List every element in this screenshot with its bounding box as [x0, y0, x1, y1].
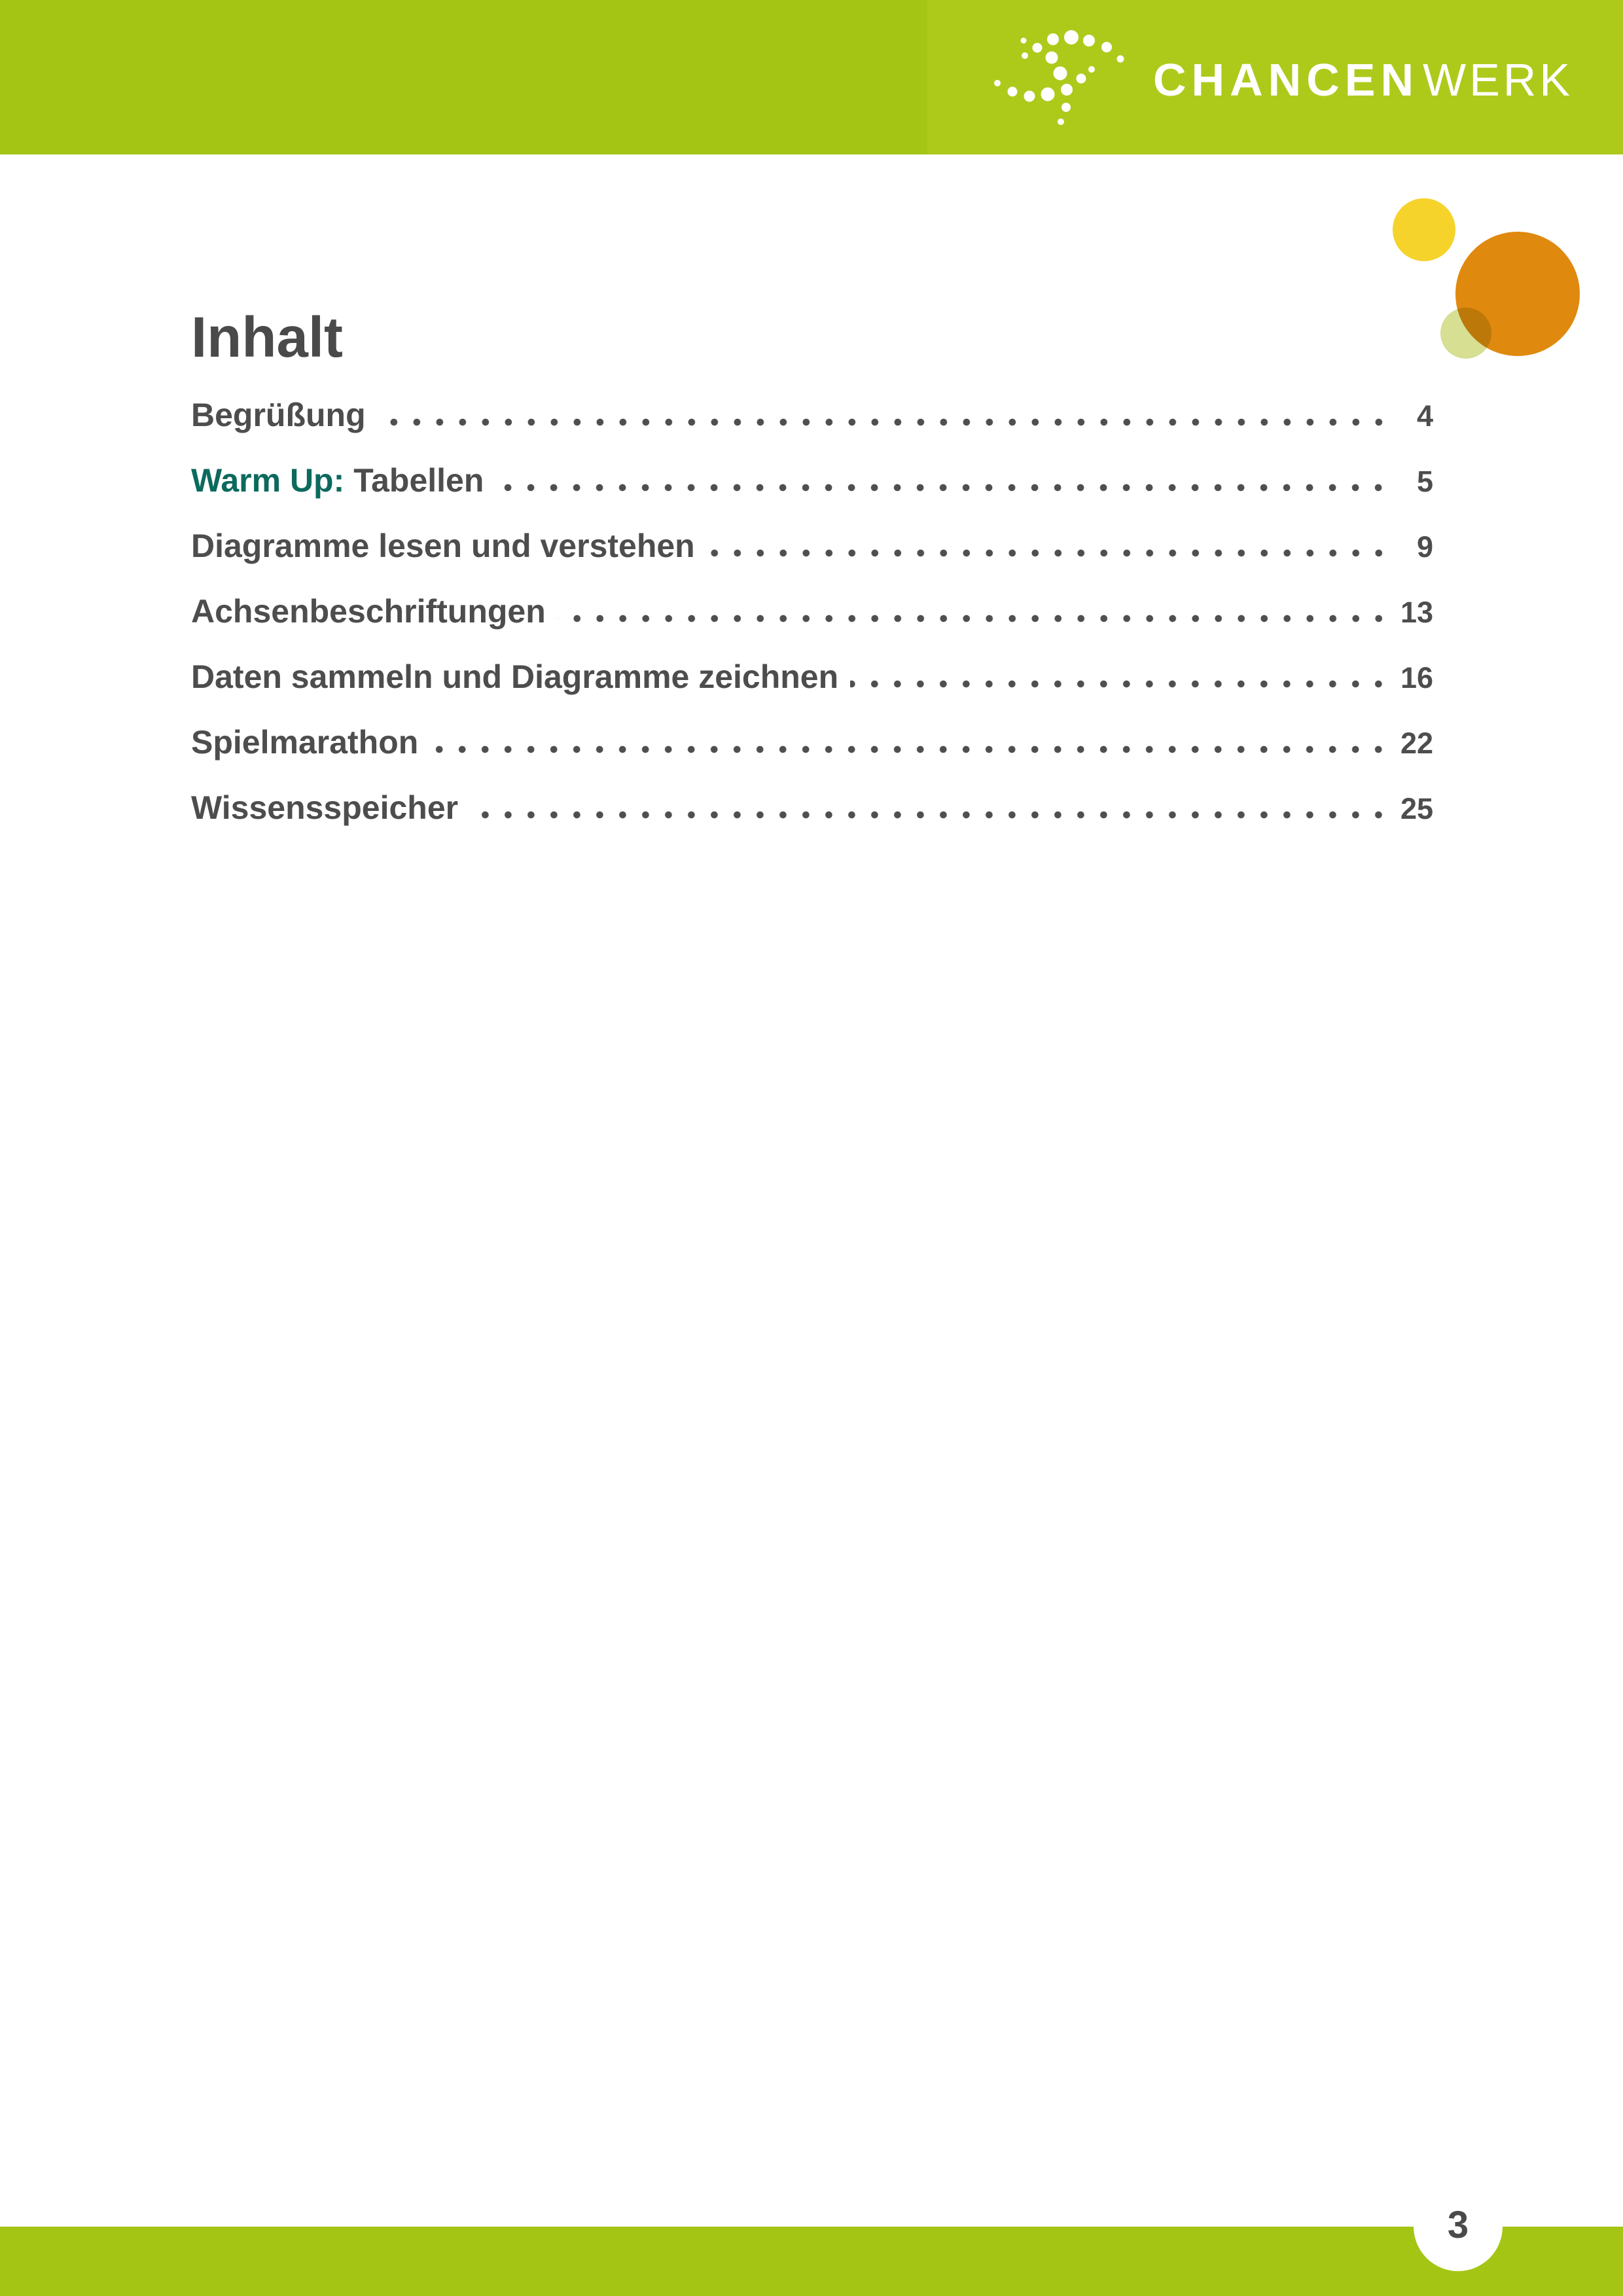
toc-entry-label: Daten sammeln und Diagramme zeichnen: [191, 658, 839, 695]
page-title: Inhalt: [191, 306, 343, 370]
toc-entry-label: Achsenbeschriftungen: [191, 593, 546, 630]
brand-name-bold: CHANCEN: [1153, 54, 1419, 105]
dots-swirl-icon: [982, 20, 1139, 137]
toc-entry-page: 25: [1400, 792, 1433, 825]
toc-entry: [191, 775, 1433, 840]
chancenwerk-logo: [0, 0, 1623, 154]
toc-leader-dots: [378, 418, 1390, 426]
toc-entry: [191, 513, 1433, 579]
toc-leader-dots: [707, 549, 1390, 557]
toc-entry-label: Diagramme lesen und verstehen: [191, 528, 695, 564]
logo-text: [1153, 54, 1573, 105]
toc-entry: [191, 579, 1433, 644]
toc-entry-page: 22: [1400, 726, 1433, 760]
decor-circle-yellow: [1393, 198, 1455, 261]
toc-leader-dots: [470, 811, 1390, 819]
toc-entry-label: Wissensspeicher: [191, 789, 459, 826]
toc-entry-label: Begrüßung: [191, 397, 366, 433]
toc-entry-label: Spielmarathon: [191, 724, 419, 761]
toc-entry: [191, 709, 1433, 775]
toc-list: [191, 382, 1433, 840]
toc-leader-dots: [430, 745, 1390, 753]
toc-entry-page: 9: [1416, 530, 1433, 564]
toc-entry-page: 4: [1416, 399, 1433, 433]
toc-entry-label: Tabellen: [353, 462, 484, 499]
toc-entry-page: 5: [1416, 465, 1433, 498]
toc-entry: [191, 382, 1433, 448]
toc-leader-dots: [495, 484, 1390, 492]
header-bar: [0, 0, 1623, 154]
footer-bar: [0, 2227, 1623, 2296]
page-number: 3: [1447, 2204, 1469, 2246]
page-number-tab: [1414, 2179, 1503, 2271]
decor-circle-green: [1440, 308, 1491, 359]
toc-entry-page: 13: [1400, 596, 1433, 629]
toc-entry-prefix: Warm Up:: [191, 462, 345, 499]
brand-name-light: WERK: [1423, 54, 1573, 105]
toc-entry: [191, 448, 1433, 513]
toc-entry-page: 16: [1400, 661, 1433, 694]
toc-leader-dots: [558, 615, 1390, 622]
toc-entry: [191, 644, 1433, 709]
toc-leader-dots: [850, 680, 1390, 688]
